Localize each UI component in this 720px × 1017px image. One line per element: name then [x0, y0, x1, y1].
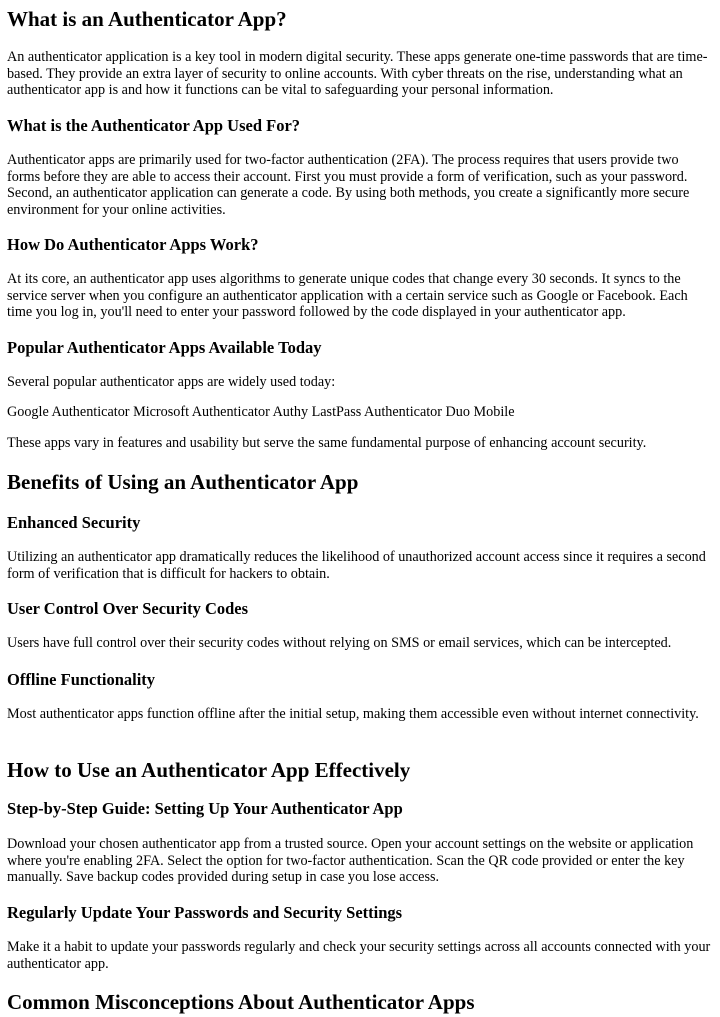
- paragraph-user-control: Users have full control over their security codes without relying on SMS or email services, which can be intercepted.: [7, 635, 672, 651]
- heading-benefits: Benefits of Using an Authenticator App: [7, 470, 359, 494]
- heading-what-is-authenticator-app: What is an Authenticator App?: [7, 7, 287, 31]
- paragraph-popular-intro: Several popular authenticator apps are widely used today:: [7, 374, 336, 390]
- heading-popular-apps: Popular Authenticator Apps Available Today: [7, 338, 322, 357]
- paragraph-intro: An authenticator application is a key tool in modern digital security. These apps generate one-time passwords that are time-based. They provide an extra layer of security to online accounts. With cyber threats on the rise, understanding what an authenticator app is and how it functions can be vital to safeguarding your personal information.: [7, 49, 708, 98]
- heading-used-for: What is the Authenticator App Used For?: [7, 116, 301, 135]
- paragraph-popular-outro: These apps vary in features and usability but serve the same fundamental purpose of enhancing account security.: [7, 435, 647, 451]
- paragraph-used-for: Authenticator apps are primarily used for two-factor authentication (2FA). The process requires that users provide two forms before they are able to access their account. First you must provide a form of verification, such as your password. Second, an authenticator application can generate a code. By using both methods, you create a significantly more secure environment for your online activities.: [7, 152, 690, 218]
- heading-user-control: User Control Over Security Codes: [7, 599, 249, 618]
- heading-offline: Offline Functionality: [7, 670, 156, 689]
- heading-misconceptions: Common Misconceptions About Authenticator Apps: [7, 990, 475, 1014]
- paragraph-enhanced-security: Utilizing an authenticator app dramatically reduces the likelihood of unauthorized account access since it requires a second form of verification that is difficult for hackers to obtain.: [7, 549, 706, 582]
- heading-how-to-use: How to Use an Authenticator App Effectively: [7, 758, 411, 782]
- paragraph-regularly-update: Make it a habit to update your passwords regularly and check your security settings across all accounts connected with your authenticator app.: [7, 939, 711, 972]
- paragraph-step-by-step: Download your chosen authenticator app from a trusted source. Open your account settings on the website or application where you're enabling 2FA. Select the option for two-factor authentication. Scan the QR code provided or enter the key manually. Save backup codes provided during setup in case you lose access.: [7, 836, 694, 885]
- heading-regularly-update: Regularly Update Your Passwords and Security Settings: [7, 903, 403, 922]
- heading-how-work: How Do Authenticator Apps Work?: [7, 235, 259, 254]
- paragraph-how-work: At its core, an authenticator app uses algorithms to generate unique codes that change every 30 seconds. It syncs to the service server when you configure an authenticator application with a certain service such as Google or Facebook. Each time you log in, you'll need to enter your password followed by the code displayed in your authenticator app.: [7, 271, 688, 320]
- heading-step-by-step: Step-by-Step Guide: Setting Up Your Authenticator App: [7, 799, 403, 818]
- heading-enhanced-security: Enhanced Security: [7, 513, 141, 532]
- paragraph-popular-list: Google Authenticator Microsoft Authenticator Authy LastPass Authenticator Duo Mobile: [7, 404, 515, 420]
- paragraph-offline: Most authenticator apps function offline after the initial setup, making them accessible even without internet connectivity.: [7, 706, 699, 722]
